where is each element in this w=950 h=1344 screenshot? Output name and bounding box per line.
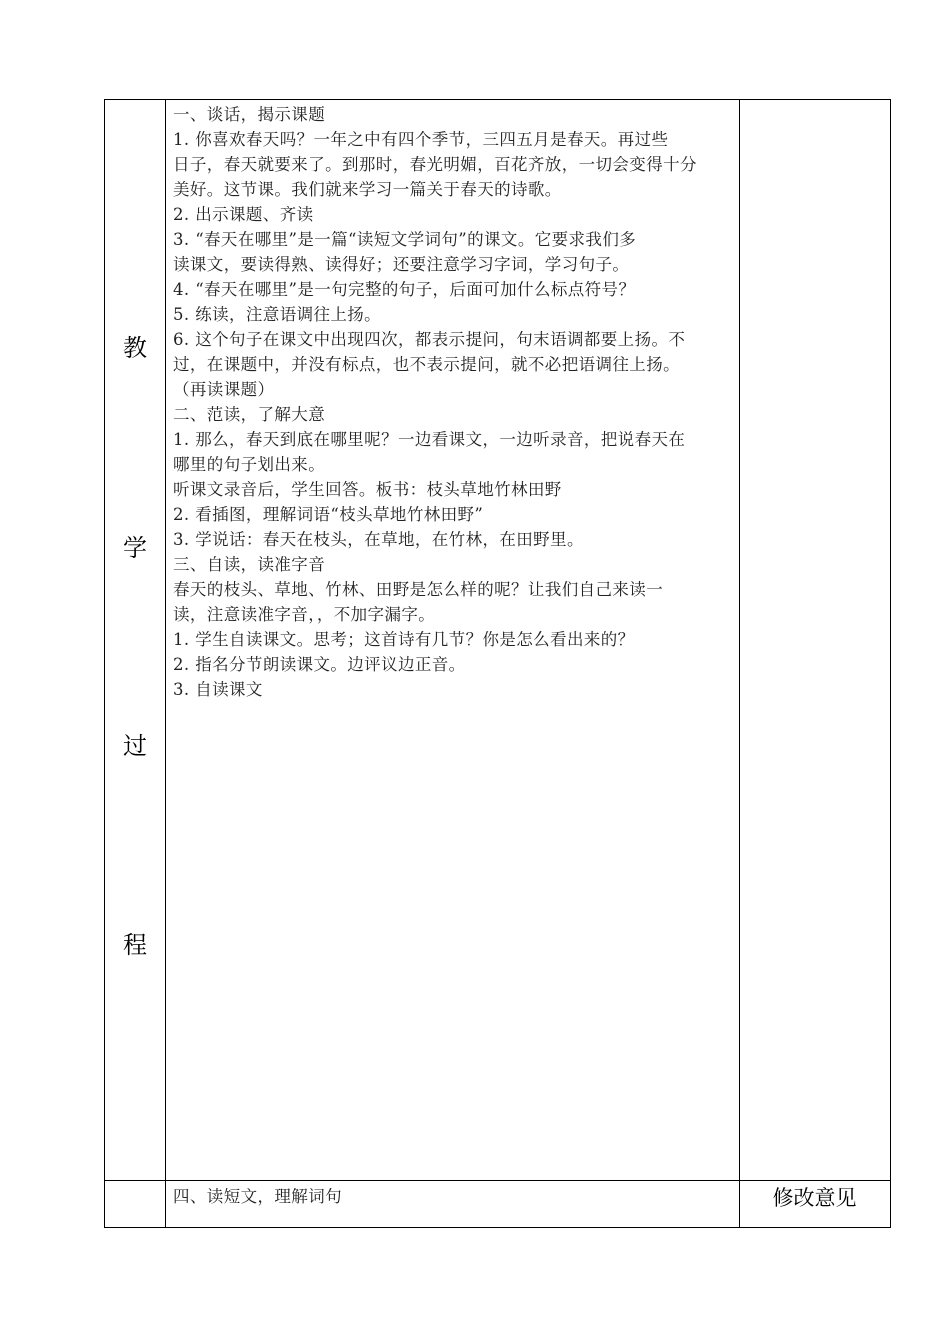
lesson-line: 4. “春天在哪里”是一句完整的句子，后面可加什么标点符号？ [173,280,636,299]
lesson-line: 2. 指名分节朗读课文。边评议边正音。 [173,655,466,674]
lesson-line: 日子，春天就要来了。到那时，春光明媚，百花齐放，一切会变得十分 [173,155,697,174]
lesson-line: 美好。这节课。我们就来学习一篇关于春天的诗歌。 [173,180,562,199]
row-divider [105,1180,890,1181]
side-label-char: 程 [123,931,147,959]
lesson-line: 6. 这个句子在课文中出现四次，都表示提问，句末语调都要上扬。不 [173,330,686,349]
lesson-line: 2. 看插图，理解词语“枝头草地竹林田野” [173,505,484,524]
lesson-line: 3. 学说话：春天在枝头，在草地，在竹林，在田野里。 [173,530,584,549]
lesson-line: 2. 出示课题、齐读 [173,205,314,224]
side-label-char: 学 [123,534,147,562]
lesson-line: 春天的枝头、草地、竹林、田野是怎么样的呢？让我们自己来读一 [173,580,664,599]
bottom-row-content: 四、读短文，理解词句 [173,1187,342,1206]
lesson-line: 1. 那么，春天到底在哪里呢？一边看课文，一边听录音，把说春天在 [173,430,686,449]
column-divider-right [739,100,740,1227]
lesson-line: 1. 学生自读课文。思考；这首诗有几节？你是怎么看出来的？ [173,630,635,649]
lesson-line: 5. 练读，注意语调往上扬。 [173,305,382,324]
lesson-line: 听课文录音后，学生回答。板书：枝头草地竹林田野 [173,480,562,499]
lesson-content [173,102,739,702]
lesson-line: （再读课题） [173,380,275,399]
lesson-line: 3. 自读课文 [173,680,263,699]
lesson-plan-table [104,99,891,1228]
lesson-line: 3. “春天在哪里”是一篇“读短文学词句”的课文。它要求我们多 [173,230,637,249]
lesson-line: 哪里的句子划出来。 [173,455,326,474]
side-label-char: 过 [123,732,147,760]
lesson-line: 过，在课题中，并没有标点，也不表示提问，就不必把语调往上扬。 [173,355,680,374]
lesson-line: 读，注意读准字音，，不加字漏字。 [173,605,436,624]
side-label-char: 教 [123,334,147,362]
column-divider-left [165,100,166,1227]
revision-notes-label: 修改意见 [772,1186,857,1210]
lesson-line: 三、自读，读准字音 [173,555,326,574]
lesson-line: 二、范读，了解大意 [173,405,326,424]
lesson-line: 1. 你喜欢春天吗？一年之中有四个季节，三四五月是春天。再过些 [173,130,669,149]
lesson-line: 读课文，要读得熟、读得好；还要注意学习字词，学习句子。 [173,255,630,274]
lesson-line: 一、谈话，揭示课题 [173,105,326,124]
